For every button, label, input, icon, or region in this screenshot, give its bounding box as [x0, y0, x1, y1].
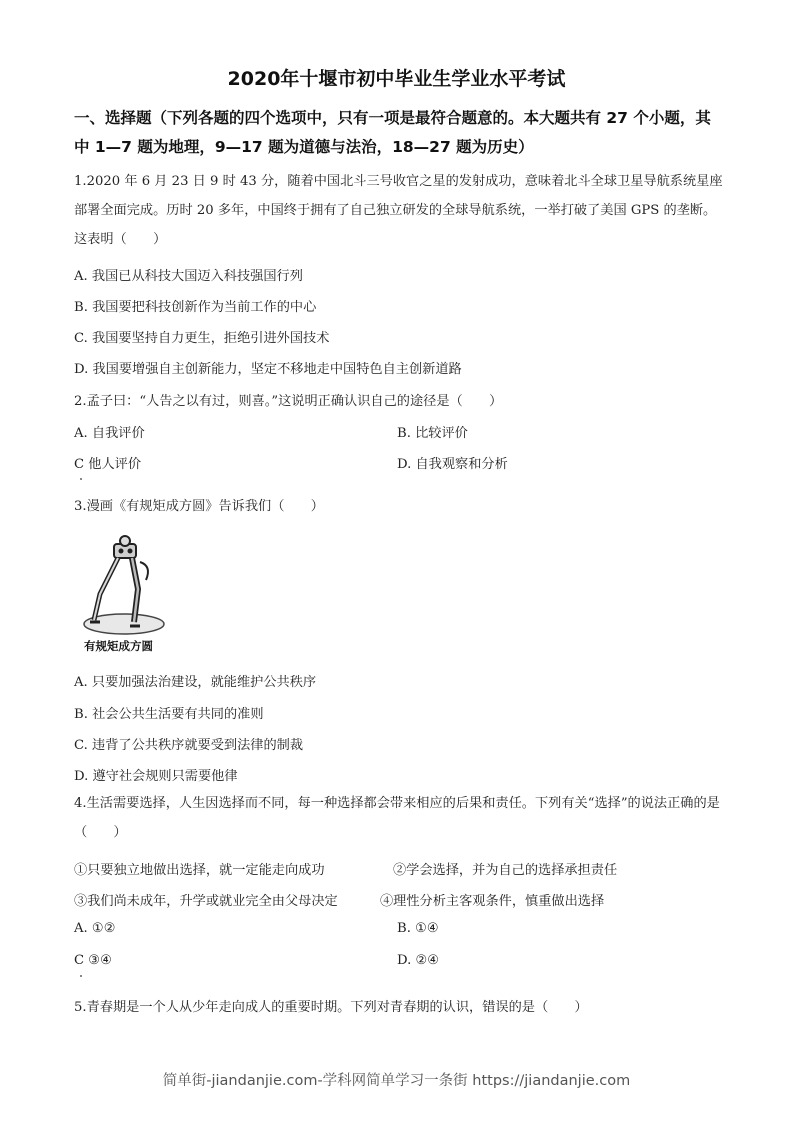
question-3-option-b: B. 社会公共生活要有共同的准则 — [74, 707, 264, 722]
question-2-stem: 2.孟子曰：“人告之以有过，则喜。”这说明正确认识自己的途径是（ ） — [74, 394, 503, 409]
question-1-option-b: B. 我国要把科技创新作为当前工作的中心 — [74, 300, 317, 315]
question-4-option-c: C ③④ — [74, 953, 112, 968]
page-footer: 简单街-jiandanjie.com-学科网简单学习一条街 https://jiandanjie.com — [162, 1073, 631, 1089]
question-4-statement-2: ②学会选择，并为自己的选择承担责任 — [393, 863, 618, 878]
question-4-option-b: B. ①④ — [397, 921, 439, 936]
cartoon-image — [80, 534, 178, 658]
question-4-statement-4: ④理性分析主客观条件，慎重做出选择 — [380, 894, 605, 909]
question-3-stem: 3.漫画《有规矩成方圆》告诉我们（ ） — [74, 499, 324, 514]
question-2-option-c: C 他人评价 — [74, 457, 142, 472]
question-3-option-d: D. 遵守社会规则只需要他律 — [74, 769, 238, 784]
question-5-stem: 5.青春期是一个人从少年走向成人的重要时期。下列对青春期的认识，错误的是（ ） — [74, 1000, 588, 1015]
question-3-option-c: C. 违背了公共秩序就要受到法律的制裁 — [74, 738, 304, 753]
question-4-statement-3: ③我们尚未成年，升学或就业完全由父母决定 — [74, 894, 338, 909]
scan-speck — [80, 478, 82, 480]
question-4-option-d: D. ②④ — [397, 953, 440, 968]
question-1-stem: 1.2020 年 6 月 23 日 9 时 43 分，随着中国北斗三号收官之星的发射成功，意味着北斗全球卫星导航系统星座部署全面完成。历时 20 多年，中国终于拥有了自己独立研发的全球导航系统，一举打破了美国 GPS 的垄断。这表明（ ） — [74, 174, 723, 247]
question-4-statement-1: ①只要独立地做出选择，就一定能走向成功 — [74, 863, 325, 878]
cartoon-caption: 有规矩成方圆 — [84, 639, 153, 653]
question-4-stem: 4.生活需要选择，人生因选择而不同，每一种选择都会带来相应的后果和责任。下列有关“选择”的说法正确的是（ ） — [74, 796, 720, 840]
page-title: 2020年十堰市初中毕业生学业水平考试 — [227, 68, 566, 90]
question-2-option-a: A. 自我评价 — [74, 426, 145, 441]
section-heading: 一、选择题（下列各题的四个选项中，只有一项是最符合题意的。本大题共有 27 个小题，其中 1—7 题为地理，9—17 题为道德与法治，18—27 题为历史） — [74, 109, 711, 156]
scan-speck — [80, 975, 82, 977]
question-4-option-a: A. ①② — [74, 921, 116, 936]
question-1-option-a: A. 我国已从科技大国迈入科技强国行列 — [74, 269, 303, 284]
question-1-option-c: C. 我国要坚持自力更生，拒绝引进外国技术 — [74, 331, 330, 346]
question-1-option-d: D. 我国要增强自主创新能力，坚定不移地走中国特色自主创新道路 — [74, 362, 462, 377]
question-2-option-d: D. 自我观察和分析 — [397, 457, 508, 472]
question-3-option-a: A. 只要加强法治建设，就能维护公共秩序 — [74, 675, 317, 690]
question-2-option-b: B. 比较评价 — [397, 426, 468, 441]
